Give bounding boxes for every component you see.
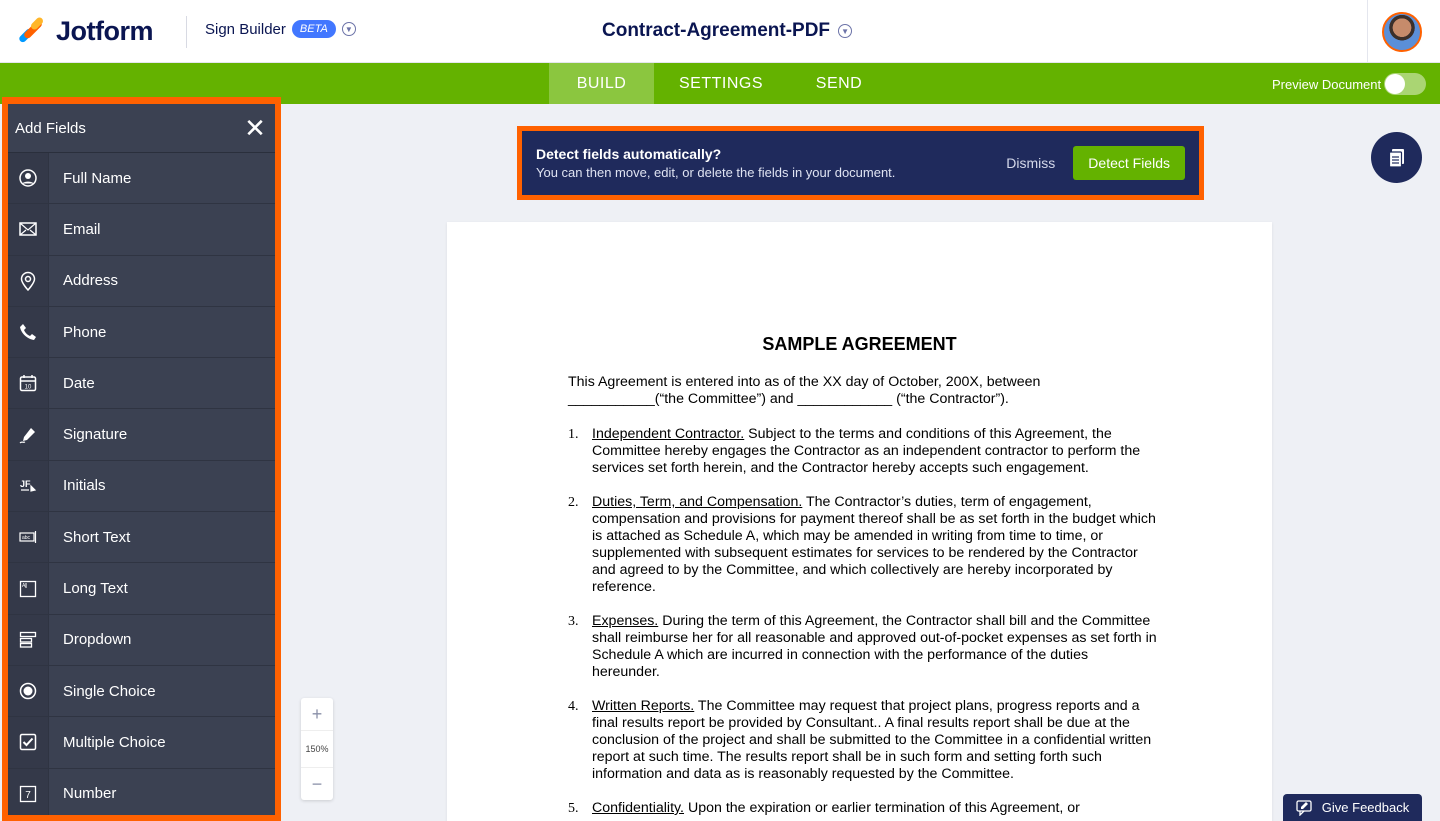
field-initials[interactable] [8, 461, 275, 512]
zoom-out-button[interactable]: − [311, 773, 323, 794]
clause-heading: Independent Contractor. [592, 426, 745, 442]
phone-icon [8, 307, 49, 357]
tab-send[interactable]: SEND [815, 75, 863, 92]
field-label: Short Text [63, 528, 131, 546]
svg-text:A: A [22, 582, 26, 589]
document-heading: SAMPLE AGREEMENT [762, 334, 957, 354]
pen-icon [8, 409, 49, 459]
jotform-logo-icon [16, 14, 46, 48]
give-feedback-button[interactable] [1283, 794, 1422, 821]
chevron-down-icon[interactable]: ▼ [838, 24, 852, 38]
field-signature[interactable] [8, 409, 275, 460]
field-dropdown[interactable] [8, 615, 275, 666]
field-long-text[interactable] [8, 563, 275, 614]
document-page[interactable] [447, 222, 1272, 821]
document-pages-button[interactable] [1371, 132, 1422, 183]
tab-build[interactable]: BUILD [549, 63, 654, 104]
clause-body [592, 494, 1158, 596]
long-text-icon [8, 563, 49, 613]
calendar-icon [8, 358, 49, 408]
field-label: Signature [63, 426, 128, 444]
feedback-label: Give Feedback [1321, 800, 1410, 815]
detect-banner-highlight [517, 126, 1204, 200]
product-name: Sign Builder [205, 20, 286, 38]
svg-text:10: 10 [24, 384, 32, 391]
product-switcher[interactable] [205, 20, 356, 38]
document-title[interactable] [602, 20, 852, 42]
document-icon [1388, 148, 1406, 168]
clause-heading: Expenses. [592, 613, 659, 629]
detect-fields-button[interactable]: Detect Fields [1073, 146, 1185, 180]
clause-number: 2. [568, 495, 579, 510]
toggle-knob [1385, 74, 1405, 94]
top-header [0, 0, 1440, 63]
clause-number: 1. [568, 427, 579, 442]
field-phone[interactable] [8, 307, 275, 358]
detect-fields-banner [522, 131, 1199, 195]
preview-document-label: Preview Document [1272, 77, 1382, 92]
dropdown-icon [8, 615, 49, 665]
zoom-level: 150% [301, 730, 333, 768]
svg-text:JF: JF [20, 478, 31, 489]
clause-text: During the term of this Agreement, the Contractor shall bill and the Committee shall reimburse her for all reasonable and approved out-of-pocket expenses as set forth in Schedule A which are incurred in connection with the performance of the duties hereunder. [592, 613, 1157, 680]
clause-number: 5. [568, 801, 579, 816]
field-label: Single Choice [63, 682, 156, 700]
zoom-in-button[interactable]: + [311, 703, 323, 724]
field-email[interactable] [8, 204, 275, 255]
dismiss-button[interactable]: Dismiss [1006, 155, 1056, 171]
clause-text: The Committee may request that project plans, progress reports and a final results report be provided by Consultant.. A final results report shall be due at the conclusion of the project and shall be submitted to the Committee in a confidential written report at such time. The results report shall be in such form and setting forth such information and data as is reasonably requested by the Committee. [592, 698, 1152, 782]
field-label: Number [63, 785, 117, 803]
clause-body [592, 613, 1158, 681]
field-full-name[interactable] [8, 153, 275, 204]
field-label: Initials [63, 477, 106, 495]
field-single-choice[interactable] [8, 666, 275, 717]
field-label: Date [63, 374, 95, 392]
field-multiple-choice[interactable] [8, 717, 275, 768]
map-pin-icon [8, 256, 49, 306]
brand-name: Jotform [56, 15, 153, 46]
clause-heading: Confidentiality. [592, 800, 685, 816]
field-label: Full Name [63, 169, 132, 187]
clause [568, 494, 1158, 596]
field-address[interactable] [8, 256, 275, 307]
field-label: Multiple Choice [63, 733, 166, 751]
clause-heading: Duties, Term, and Compensation. [592, 494, 803, 510]
field-label: Dropdown [63, 631, 132, 649]
beta-badge: BETA [292, 20, 336, 38]
panel-title: Add Fields [15, 119, 86, 137]
banner-subtitle: You can then move, edit, or delete the fields in your document. [536, 165, 896, 180]
short-text-icon [8, 512, 49, 562]
clause-text: Subject to the terms and conditions of this Agreement, the Committee hereby engages the Contractor as an independent contractor to perform the services set forth herein, and the Contractor hereby accepts such engagement. [592, 426, 1141, 476]
document-title-text: Contract-Agreement-PDF [602, 20, 831, 41]
add-fields-panel [8, 104, 275, 815]
number-icon [8, 769, 49, 815]
zoom-control [301, 698, 333, 800]
user-circle-icon [8, 153, 49, 203]
intro-paragraph: This Agreement is entered into as of the XX day of October, 200X, between ___________(“the Committee”) and ____________ (“the Contractor”). [568, 374, 1041, 407]
preview-toggle[interactable] [1384, 73, 1426, 95]
initials-icon [8, 461, 49, 511]
field-date[interactable] [8, 358, 275, 409]
clause-text: Upon the expiration or earlier termination of this Agreement, or [684, 800, 1080, 816]
banner-title: Detect fields automatically? [536, 146, 722, 162]
panel-header [8, 104, 275, 153]
clause-heading: Written Reports. [592, 698, 695, 714]
clause-list [568, 426, 1158, 821]
close-icon[interactable]: ✕ [244, 113, 266, 143]
tab-settings[interactable]: SETTINGS [678, 75, 763, 92]
clause [568, 426, 1158, 477]
clause [568, 698, 1158, 783]
feedback-icon [1296, 800, 1314, 816]
jotform-logo[interactable] [16, 14, 153, 48]
clause-number: 4. [568, 699, 579, 714]
clause-text: The Contractor’s duties, term of engagement, compensation and provisions for payment thereof shall be as set forth in the budget which is attached as Schedule A, which may be amended in writing from time to time, or supplemented with subsequent estimates for services to be rendered by the Contractor and agreed to by the Committee, and which collectively are hereby incorporated by reference. [592, 494, 1156, 595]
field-label: Email [63, 220, 101, 238]
clause-body [592, 426, 1158, 477]
add-fields-panel-highlight [2, 97, 281, 821]
checkbox-icon [8, 717, 49, 767]
field-label: Address [63, 272, 119, 290]
field-short-text[interactable] [8, 512, 275, 563]
field-label: Phone [63, 323, 107, 341]
svg-text:abc: abc [22, 535, 31, 542]
clause-body [592, 800, 1158, 817]
field-label: Long Text [63, 580, 128, 598]
field-number[interactable] [8, 769, 275, 815]
svg-text:7: 7 [25, 789, 31, 801]
clause [568, 800, 1158, 817]
header-divider [1367, 0, 1368, 63]
clause-number: 3. [568, 614, 579, 629]
envelope-icon [8, 204, 49, 254]
banner-text [536, 146, 1006, 180]
chevron-down-icon[interactable]: ▼ [342, 22, 356, 36]
radio-icon [8, 666, 49, 716]
clause [568, 613, 1158, 681]
clause-body [592, 698, 1158, 783]
avatar[interactable] [1382, 12, 1422, 52]
header-divider [186, 16, 187, 48]
